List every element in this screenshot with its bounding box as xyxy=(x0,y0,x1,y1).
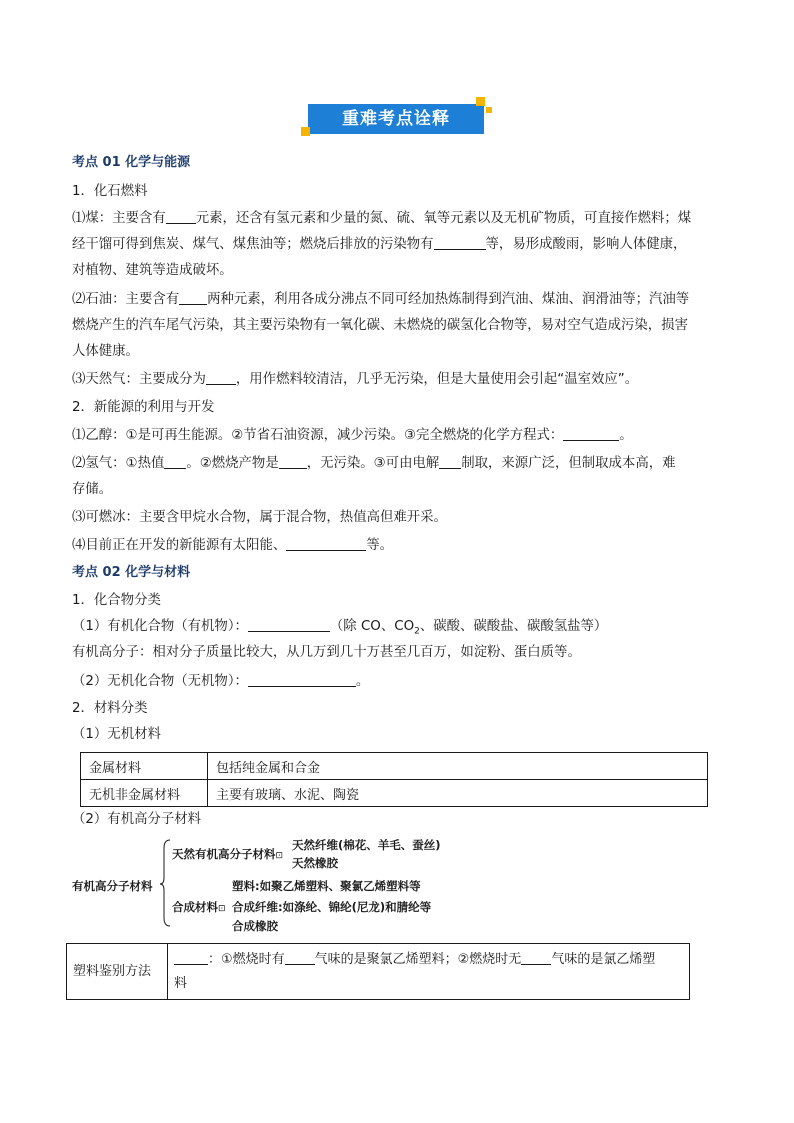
box-icon: ⊡ xyxy=(218,904,226,914)
table-row xyxy=(81,780,708,807)
paragraph: （2）有机高分子材料 xyxy=(72,812,202,827)
fill-blank[interactable] xyxy=(206,370,236,385)
fill-blank[interactable] xyxy=(563,426,619,441)
banner-decoration-square xyxy=(476,97,485,106)
paragraph: （1）有机化合物（有机物）： （除 CO、$CO_2$、碳酸、碳酸盐、碳酸氢盐等） xyxy=(72,619,608,637)
paragraph: ⑵石油：主要含有 两种元素，利用各成分沸点不同可经加热炼制得到汽油、煤油、润滑油等；汽油等 xyxy=(72,292,690,307)
fill-blank[interactable] xyxy=(166,209,196,224)
fill-blank[interactable] xyxy=(248,617,330,632)
paragraph: ⑴乙醇：①是可再生能源。②节省石油资源，减少污染。③完全燃烧的化学方程式： 。 xyxy=(72,428,633,443)
section-heading: 考点 02 化学与材料 xyxy=(72,565,191,580)
fill-blank[interactable] xyxy=(285,950,315,965)
paragraph: （2）无机化合物（无机物）： 。 xyxy=(72,674,370,689)
paragraph: 经干馏可得到焦炭、煤气、煤焦油等；燃烧后排放的污染物有 等，易形成酸雨，影响人体健康， xyxy=(72,237,687,252)
table-content-cell: ：①燃烧时有 气味的是聚氯乙烯塑料；②燃烧时无 气味的是氯乙烯塑 料 xyxy=(168,944,690,1000)
paragraph: 1．化合物分类 xyxy=(72,593,161,608)
paragraph: 对植物、建筑等造成破坏。 xyxy=(72,263,233,278)
banner-decoration-square xyxy=(301,127,310,136)
fill-blank[interactable] xyxy=(164,454,186,469)
fill-blank[interactable] xyxy=(248,672,356,687)
paragraph: 有机高分子：相对分子质量比较大，从几万到几十万甚至几百万，如淀粉、蛋白质等。 xyxy=(72,645,581,660)
page-title: 重难考点诠释 xyxy=(342,109,450,129)
table-cell: 主要有玻璃、水泥、陶瓷 xyxy=(208,780,708,807)
paragraph: ⑶天然气：主要成分为 ，用作燃料较清洁，几乎无污染，但是大量使用会引起“温室效应”。 xyxy=(72,372,639,387)
fill-blank[interactable] xyxy=(439,454,461,469)
section-heading: 考点 01 化学与能源 xyxy=(72,155,191,170)
diagram-synthetic-fiber: 合成纤维:如涤纶、锦纶(尼龙)和腈纶等 xyxy=(232,900,432,914)
paragraph: 存储。 xyxy=(72,482,113,497)
paragraph: 2．材料分类 xyxy=(72,701,148,716)
table-cell: 无机非金属材料 xyxy=(81,780,208,807)
fill-blank[interactable] xyxy=(286,536,366,551)
title-banner xyxy=(308,104,484,134)
paragraph: ⑶可燃冰：主要含甲烷水合物，属于混合物，热值高但难开采。 xyxy=(72,510,447,525)
fill-blank[interactable] xyxy=(174,950,208,965)
paragraph: ⑴煤：主要含有 元素，还含有氢元素和少量的氮、硫、氧等元素以及无机矿物质，可直接作燃料；煤 xyxy=(72,211,692,226)
paragraph: 人体健康。 xyxy=(72,344,139,359)
fill-blank[interactable] xyxy=(434,235,486,250)
diagram-synthetic-label: 合成材料⊡ xyxy=(172,900,226,914)
paragraph: 燃烧产生的汽车尾气污染，其主要污染物有一氧化碳、未燃烧的碳氢化合物等，易对空气造成污染，损害 xyxy=(72,318,688,333)
table-row xyxy=(67,944,690,1000)
fill-blank[interactable] xyxy=(279,454,307,469)
fill-blank[interactable] xyxy=(179,290,207,305)
inorganic-materials-table xyxy=(80,752,708,807)
plastic-identification-table xyxy=(66,943,690,1000)
diagram-synthetic-rubber: 合成橡胶 xyxy=(232,919,278,933)
paragraph: ⑷目前正在开发的新能源有太阳能、 等。 xyxy=(72,538,394,553)
diagram-brace xyxy=(160,838,172,928)
paragraph: 2．新能源的利用与开发 xyxy=(72,400,215,415)
diagram-root-label: 有机高分子材料 xyxy=(72,879,153,893)
box-icon: ⊡ xyxy=(275,851,284,861)
diagram-natural-rubber: 天然橡胶 xyxy=(292,856,338,870)
table-cell: 金属材料 xyxy=(81,753,208,780)
table-row xyxy=(81,753,708,780)
paragraph: 1．化石燃料 xyxy=(72,184,148,199)
table-cell: 包括纯金属和合金 xyxy=(208,753,708,780)
diagram-plastic: 塑料:如聚乙烯塑料、聚氯乙烯塑料等 xyxy=(232,879,421,893)
diagram-natural-label: 天然有机高分子材料⊡ xyxy=(172,847,284,861)
fill-blank[interactable] xyxy=(521,950,551,965)
diagram-natural-fiber: 天然纤维(棉花、羊毛、蚕丝) xyxy=(292,838,441,852)
banner-decoration-square xyxy=(486,107,492,113)
paragraph: ⑵氢气：①热值 。②燃烧产物是 ，无污染。③可由电解 制取，来源广泛，但制取成本高，难 xyxy=(72,456,676,471)
paragraph: （1）无机材料 xyxy=(72,727,161,742)
table-label-cell: 塑料鉴别方法 xyxy=(67,944,168,1000)
